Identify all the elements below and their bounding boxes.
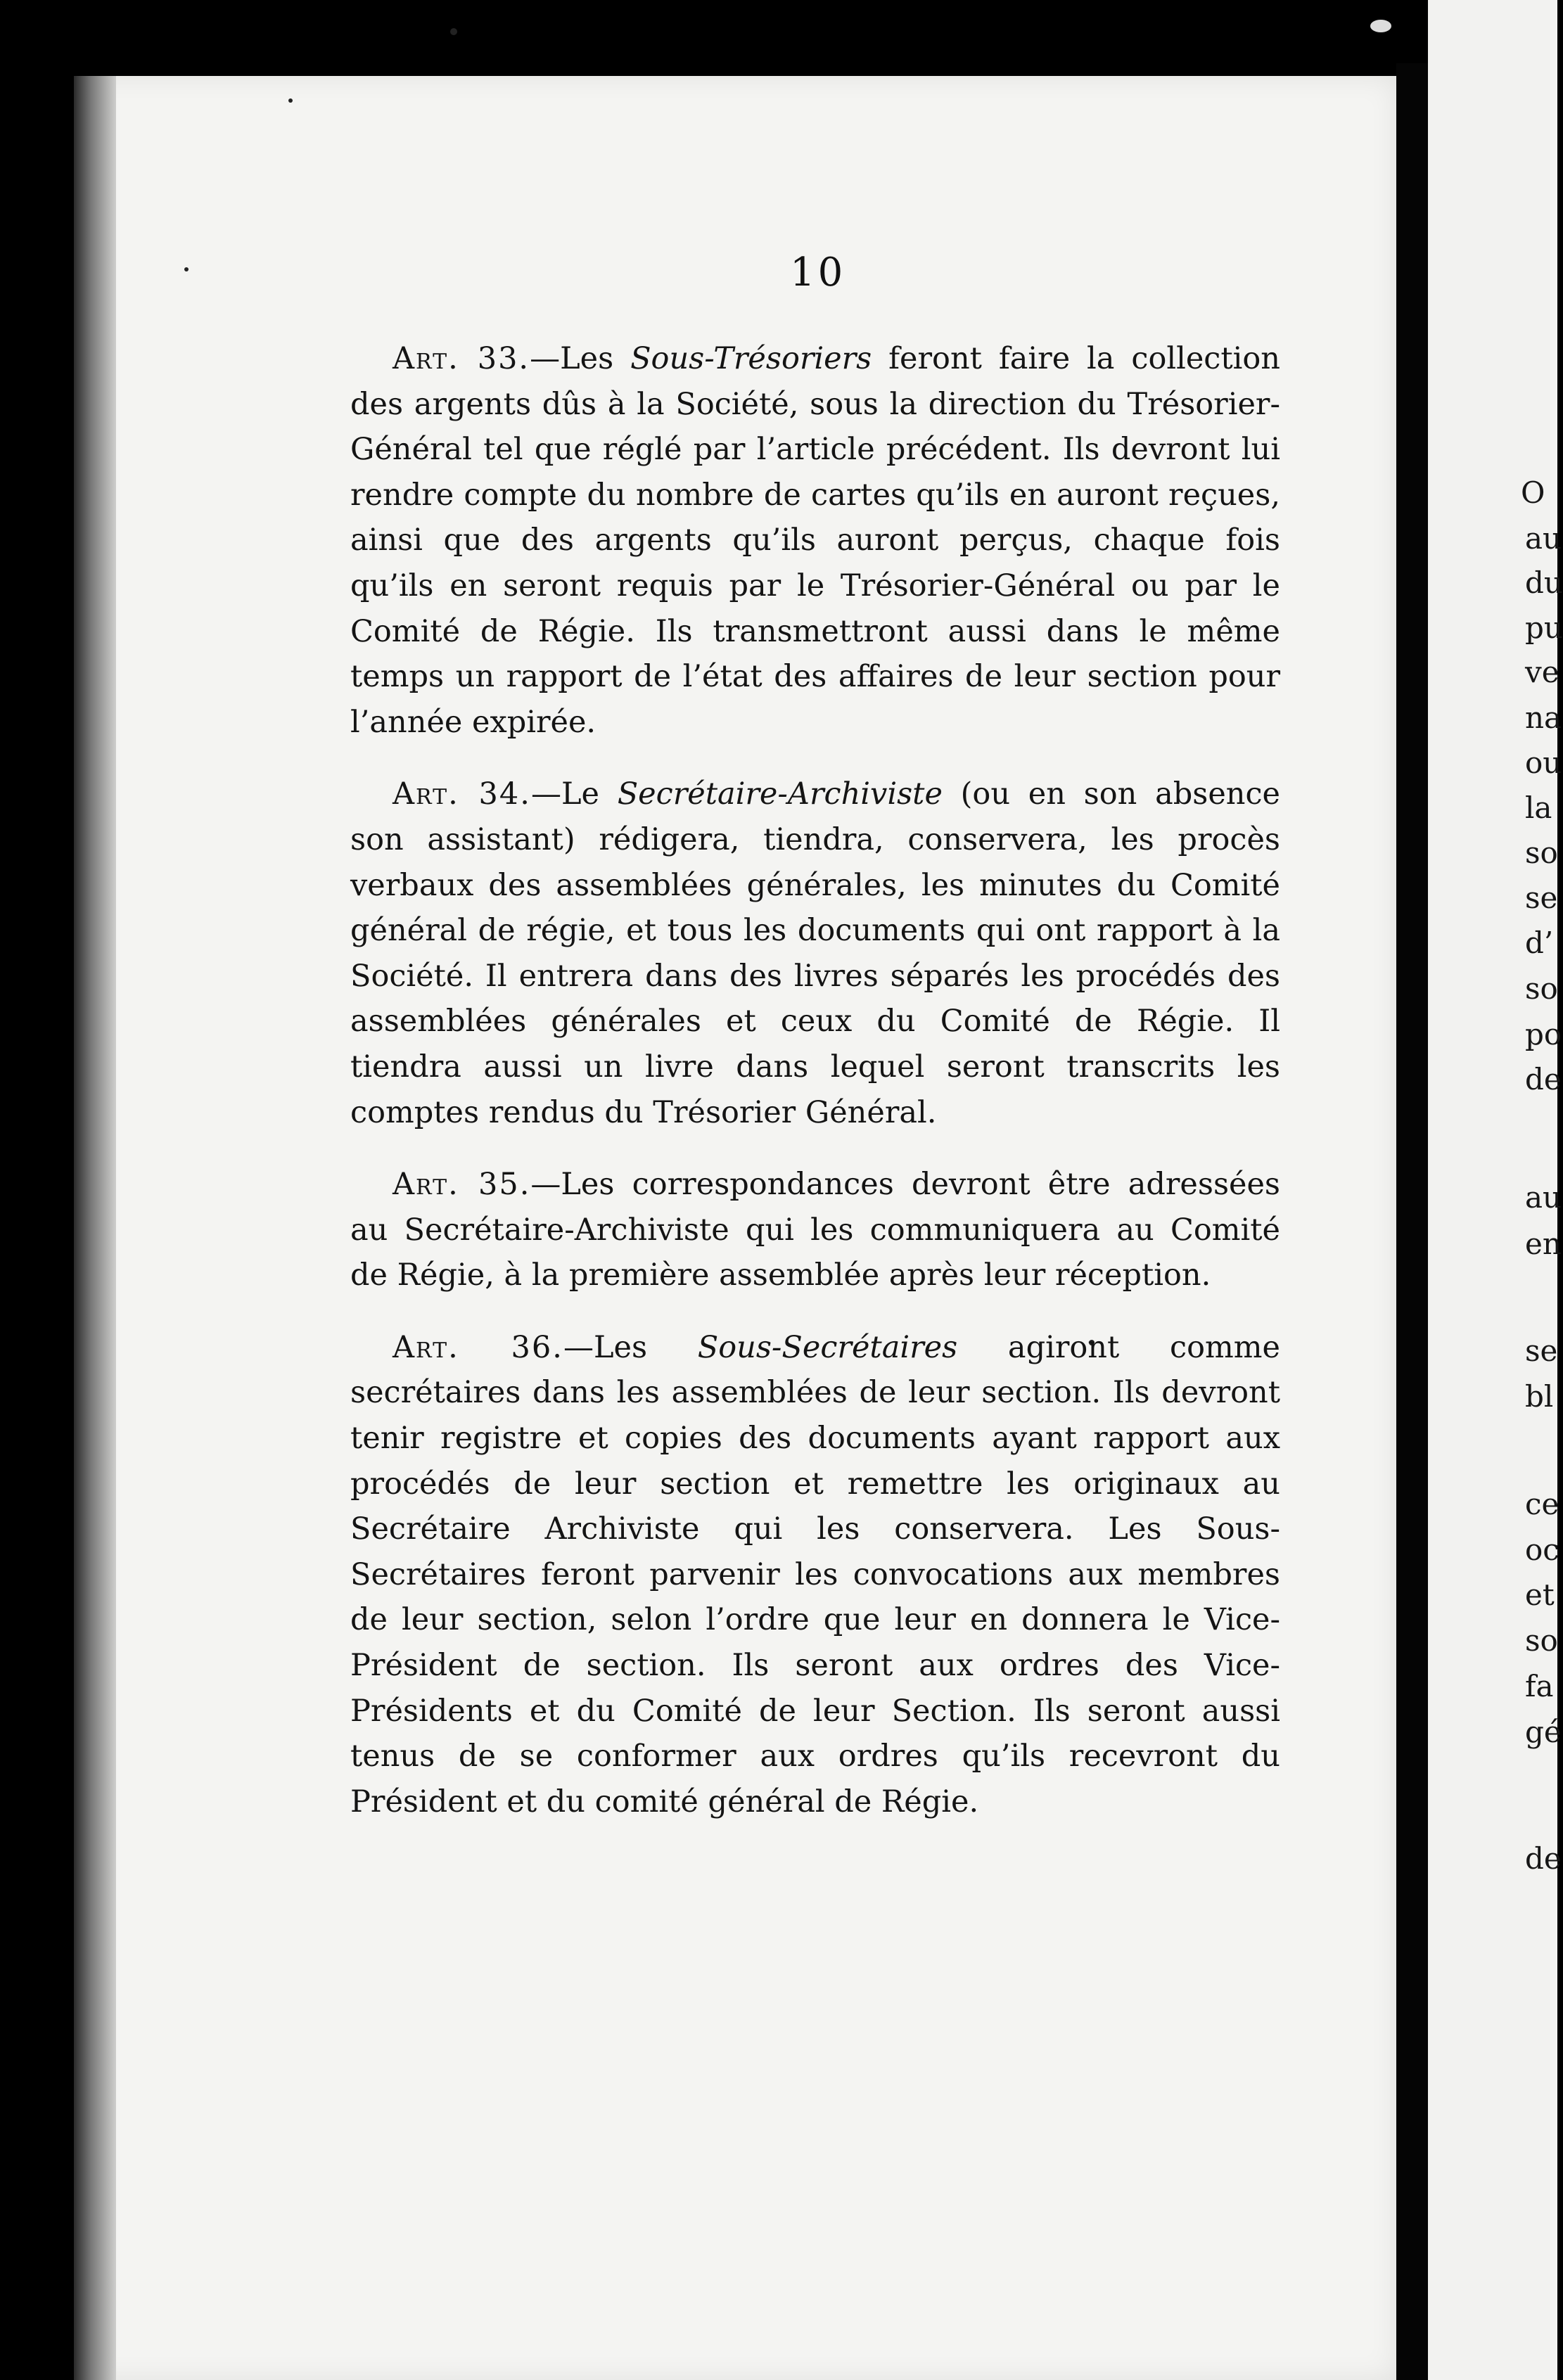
facing-line: bl	[1525, 1379, 1554, 1414]
article-role: Sous-Trésoriers	[630, 341, 872, 376]
page-body	[350, 336, 1280, 1851]
article-role: Sous-Secrétaires	[697, 1329, 958, 1365]
facing-line: so	[1525, 836, 1558, 870]
facing-line: so	[1525, 971, 1558, 1006]
dust-speck	[1370, 20, 1391, 32]
dust-speck	[184, 267, 189, 271]
facing-line: ou	[1525, 746, 1562, 780]
facing-line: fa	[1525, 1669, 1554, 1703]
facing-line: au	[1525, 1180, 1562, 1215]
article-lead: —Le	[530, 776, 618, 812]
article-36	[350, 1325, 1280, 1825]
article-text: agiront comme secrétaires dans les assemblées de leur section. Ils devront tenir registre et copies des documents ayant rapport aux procédés de leur section et remettre les originaux au Secrétaire Archiviste qui les conservera. Les Sous-Secrétaires feront parvenir les convocations aux membres de leur section, selon l’ordre que leur en donnera le Vice-Président de section. Ils seront aux ordres des Vice-Présidents et du Comité de leur Section. Ils seront aussi tenus de se conformer aux ordres qu’ils recevront du Président et du comité général de Régie.	[350, 1329, 1280, 1819]
facing-line: na	[1525, 700, 1562, 735]
facing-line: ve	[1525, 655, 1559, 689]
article-lead: —Les	[530, 341, 631, 376]
article-text: (ou en son absence son assistant) rédigera, tiendra, conservera, les procès verbaux des assemblées générales, les minutes du Comité général de régie, et tous les documents qui ont rapport à la Société. Il entrera dans des livres séparés les procédés des assemblées générales et ceux du Comité de Régie. Il tiendra aussi un livre dans lequel seront transcrits les comptes rendus du Trésorier Général.	[350, 776, 1280, 1130]
facing-line: se	[1525, 1333, 1558, 1368]
article-35	[350, 1162, 1280, 1298]
facing-line: se	[1525, 881, 1558, 915]
facing-line: au	[1525, 521, 1562, 556]
facing-line: et	[1525, 1578, 1555, 1612]
article-label: Art. 35.	[393, 1167, 531, 1203]
article-text: feront faire la collection des argents dûs à la Société, sous la direction du Trésorier-Général tel que réglé par l’article précédent. Ils devront lui rendre compte du nombre de cartes qu’ils en auront reçues, ainsi que des argents qu’ils auront perçus, chaque fois qu’ils en seront requis par le Trésorier-Général ou par le Comité de Régie. Ils transmettront aussi dans le même temps un rapport de l’état des affaires de leur section pour l’année expirée.	[350, 341, 1280, 740]
article-lead: —Les	[563, 1329, 698, 1365]
dust-speck	[288, 98, 293, 103]
facing-line: po	[1525, 1017, 1562, 1051]
article-lead: —Les correspondances devront être adressées au Secrétaire-Archiviste qui les communiquera au Comité de Régie, à la première assemblée après leur réception.	[350, 1167, 1280, 1293]
facing-line: d’	[1525, 926, 1554, 960]
facing-page-fragment	[1428, 0, 1563, 2380]
facing-line: ce	[1525, 1487, 1559, 1521]
facing-line: la	[1525, 791, 1552, 825]
article-34	[350, 772, 1280, 1135]
facing-line: de	[1525, 1062, 1562, 1096]
article-label: Art. 33.	[393, 341, 530, 376]
article-33	[350, 336, 1280, 745]
article-label: Art. 34.	[393, 776, 531, 812]
facing-line: de	[1525, 1841, 1562, 1876]
dust-speck	[450, 28, 457, 35]
facing-line: so	[1525, 1623, 1558, 1658]
facing-line: O	[1521, 475, 1545, 510]
facing-line: oc	[1525, 1533, 1559, 1567]
page-number: 10	[790, 250, 846, 295]
page-gutter	[1396, 63, 1428, 2380]
article-role: Secrétaire-Archiviste	[617, 776, 943, 812]
binding-edge	[74, 76, 116, 2380]
facing-line: pu	[1525, 610, 1563, 645]
facing-line: du	[1525, 565, 1563, 600]
facing-line: en	[1525, 1227, 1562, 1261]
article-label: Art. 36.	[393, 1329, 563, 1365]
facing-line: gé	[1525, 1715, 1562, 1749]
